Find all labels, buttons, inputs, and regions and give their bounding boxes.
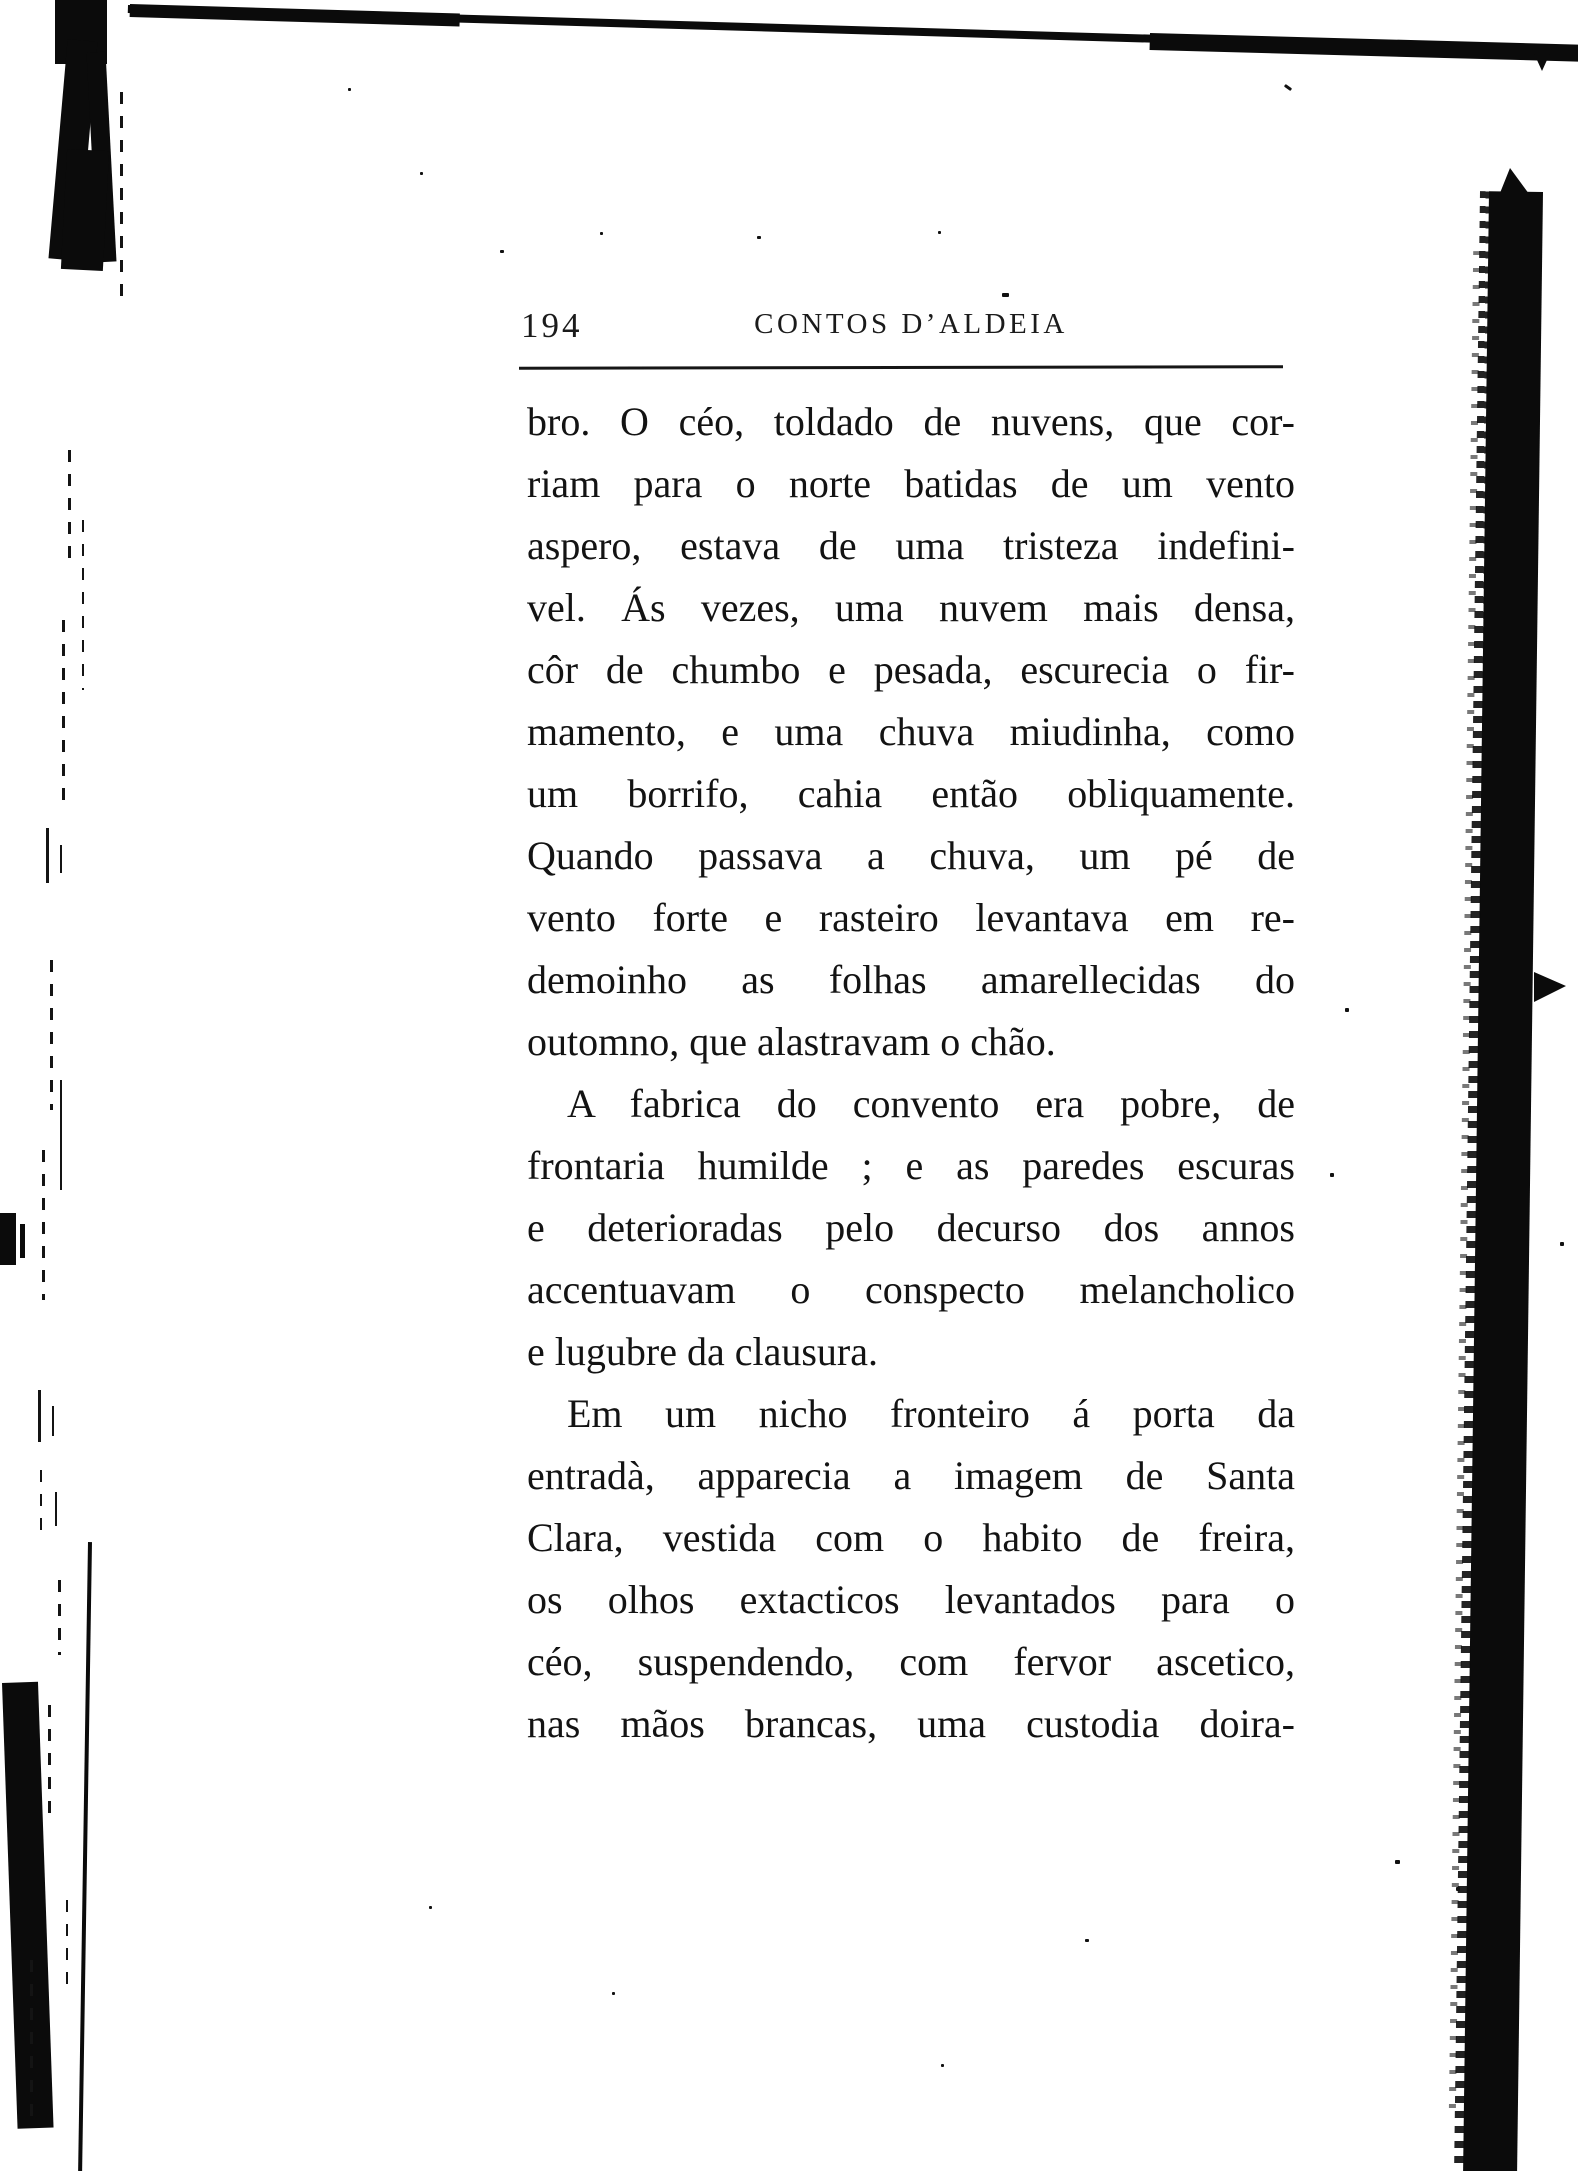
text-line: A fabrica do convento era pobre, de [567,1081,1295,1126]
scan-speckle [941,2064,944,2067]
running-title: CONTOS D’ALDEIA [754,308,1068,340]
scan-speckle [420,172,423,175]
scan-speckle [757,236,761,239]
text-line: e lugubre da clausura. [527,1329,878,1374]
text-line: Quando passava a chuva, um pé de [527,833,1295,878]
scan-speckle [612,1992,615,1995]
text-line: aspero, estava de uma tristeza indefini- [527,523,1295,568]
scan-speckle [1085,1939,1089,1942]
scan-artifact-vertical-line [46,828,49,883]
text-line: Clara, vestida com o habito de freira, [527,1515,1295,1560]
text-line: Em um nicho fronteiro á porta da [567,1391,1295,1436]
scan-speckle [1560,1242,1564,1246]
text-line: riam para o norte batidas de um vento [527,461,1295,506]
text-line: um borrifo, cahia então obliquamente. [527,771,1295,816]
scan-artifact-right-band [1463,191,1543,2171]
text-line: frontaria humilde ; e as paredes escuras [527,1143,1295,1188]
text-line: os olhos extacticos levantados para o [527,1577,1295,1622]
scan-artifact-vertical-dash [48,1705,51,1825]
text-line: outomno, que alastravam o chão. [527,1019,1056,1064]
scan-artifact-top-spike [1532,49,1552,71]
scan-artifact-left-line [78,1542,92,2171]
scan-artifact-vertical-line [38,1390,41,1442]
scan-artifact-left-band [2,1682,54,2129]
scan-speckle [1395,1860,1400,1864]
text-line: demoinho as folhas amarellecidas do [527,957,1295,1002]
scan-artifact-vertical-dash [82,520,84,690]
text-line: nas mãos brancas, uma custodia doira- [527,1701,1295,1746]
scan-artifact-vertical-dash [120,92,123,302]
header-rule [519,365,1283,370]
scan-speckle [1456,1887,1460,1891]
scan-artifact-vertical-line [55,1492,57,1526]
text-line: céo, suspendendo, com fervor ascetico, [527,1639,1295,1684]
scan-artifact-vertical-dash [50,960,53,1110]
text-line: accentuavam o conspecto melancholico [527,1267,1295,1312]
scan-artifact-vertical-dash [40,1470,42,1535]
scan-speckle [600,232,603,235]
scan-speckle [1284,84,1292,91]
scan-artifact-vertical-dash [66,1900,68,1995]
text-line: e deterioradas pelo decurso dos annos [527,1205,1295,1250]
scan-artifact-vertical-line [60,1080,62,1190]
scan-speckle [1345,1008,1349,1012]
text-line: entradà, apparecia a imagem de Santa [527,1453,1295,1498]
scan-artifact-vertical-line [60,845,62,873]
page-header [521,298,1295,348]
scan-artifact-edge-mark [0,1213,16,1265]
scan-speckle [348,88,351,91]
scan-artifact-right-band-top [1498,168,1532,198]
scan-speckle [938,231,941,234]
scan-artifact-vertical-dash [62,620,65,800]
scan-artifact-vertical-dash [68,450,71,570]
scan-speckle [1002,293,1009,297]
text-line: vel. Ás vezes, uma nuvem mais densa, [527,585,1295,630]
text-line: mamento, e uma chuva miudinha, como [527,709,1295,754]
scan-speckle [500,250,504,253]
text-line: bro. O céo, toldado de nuvens, que cor- [527,399,1295,444]
scan-artifact-vertical-line [52,1406,54,1436]
scan-speckle [1330,1173,1334,1177]
text-line: côr de chumbo e pesada, escurecia o fir- [527,647,1295,692]
scan-artifact-vertical-dash [58,1580,61,1655]
body-text [527,391,1295,1755]
scan-artifact-right-band-wing [1534,972,1566,1002]
scan-artifact-edge-mark [20,1224,25,1258]
scan-artifact-top-line-right [1150,33,1578,62]
scan-speckle [429,1906,432,1909]
scan-artifact-ink-blob [61,149,109,271]
scan-artifact-vertical-dash [30,1960,33,2120]
scan-artifact-vertical-dash [42,1150,45,1300]
page-number: 194 [521,306,583,345]
scan-artifact-top-line-left [130,4,460,27]
text-line: vento forte e rasteiro levantava em re- [527,895,1295,940]
